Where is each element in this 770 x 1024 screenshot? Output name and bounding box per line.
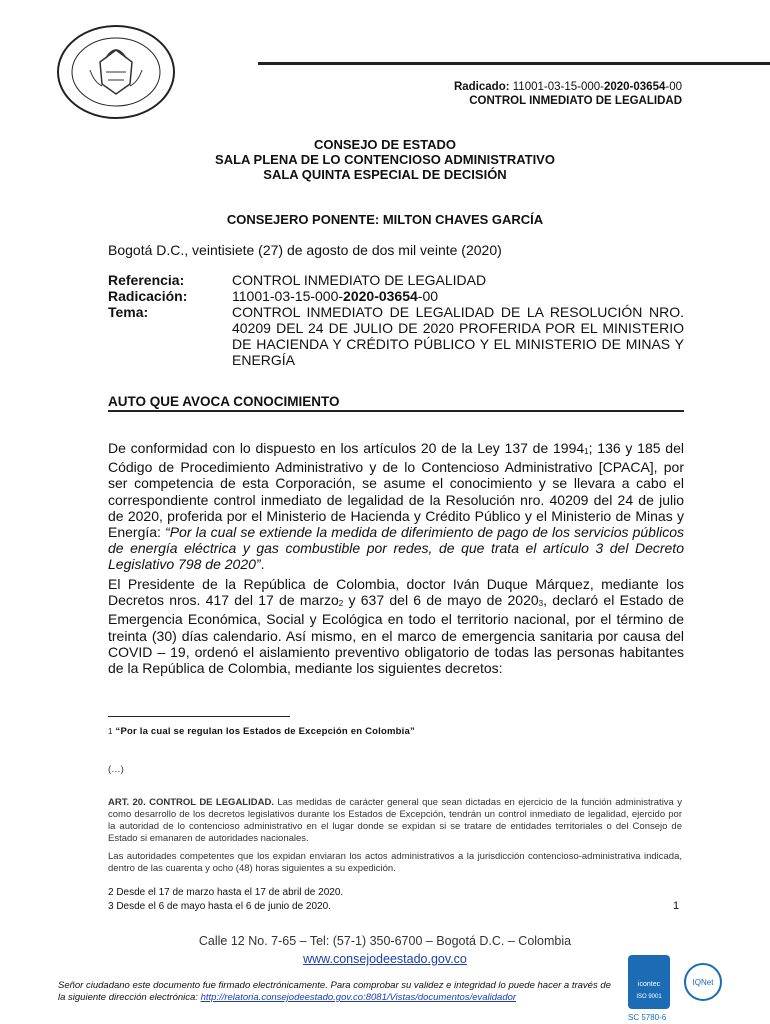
- radicado-prefix: 11001-03-15-000-: [512, 81, 604, 93]
- radicado-suffix: -00: [665, 81, 682, 93]
- resolution-quote: “Por la cual se extiende la medida de diferimiento de pago de los servicios públicos de energía eléctrica y gas combustible por redes, de que trata el artículo 3 del Decreto Legislativo 798 de 2020”: [108, 524, 684, 573]
- consejo-de-estado-seal: [50, 22, 182, 122]
- tema-label: Tema:: [108, 304, 149, 320]
- auto-title: AUTO QUE AVOCA CONOCIMIENTO: [108, 394, 684, 412]
- header-line-3: SALA QUINTA ESPECIAL DE DECISIÓN: [263, 167, 507, 182]
- header-rule: [258, 62, 770, 65]
- radicado-subtitle: CONTROL INMEDIATO DE LEGALIDAD: [469, 95, 682, 107]
- footnote-article-20-cont: Las autoridades competentes que los expidan enviaran los actos administrativos a la jurisdicción contencioso-administrativa indicada, dentro de las cuarenta y ocho (48) horas siguientes a su expedición.: [108, 851, 682, 874]
- footnote-ref-2: 2: [338, 599, 344, 609]
- footnote-separator: [108, 716, 290, 717]
- icontec-logo: icontec ISO 9001: [628, 955, 670, 1009]
- radicado-block: [454, 80, 682, 108]
- footnote-ref-1: 1: [584, 447, 589, 456]
- footnote-article-20: ART. 20. CONTROL DE LEGALIDAD. Las medidas de carácter general que sean dictadas en ejercicio de la función administrativa y como desarrollo de los decretos legislativos durante los Estados de Excepción, tendrán un control inmediato de legalidad, ejercido por la autoridad de lo contencioso administrativo en el lugar donde se expidan si se tratare de entidades territoriales o del Consejo de Estado si emanaren de autoridades nacionales.: [108, 797, 682, 844]
- footnote-2: 2 Desde el 17 de marzo hasta el 17 de abril de 2020.: [108, 887, 344, 898]
- header-line-2: SALA PLENA DE LO CONTENCIOSO ADMINISTRATIVO: [215, 152, 555, 167]
- ref-value: CONTROL INMEDIATO DE LEGALIDAD: [232, 272, 487, 288]
- footer-website-link[interactable]: www.consejodeestado.gov.co: [303, 952, 467, 966]
- paragraph-1: De conformidad con lo dispuesto en los artículos 20 de la Ley 137 de 1994$^1$; 136 y 185 del Código de Procedimiento Administrativo y de lo Contencioso Administrativo [CPACA], por ser competencia de esta Corporación, se asume el conocimiento y se llevara a cabo el correspondiente control inmediato de legalidad de la Resolución nro. 40209 del 24 de julio de 2020, proferida por el Ministerio de Hacienda y Crédito Público y el Ministerio de Minas y Energía: “Por la cual se extiende la medida de diferimiento de pago de los servicios públicos de energía eléctrica y gas combustible por redes, de que trata el artículo 3 del Decreto Legislativo 798 de 2020”.: [108, 440, 684, 573]
- electronic-signature-notice: Señor ciudadano este documento fue firmado electrónicamente. Para comprobar su validez e integridad lo puede hacer a través de la siguiente dirección electrónica: http://relatoria.consejodeestado.gov.co:8081/Vistas/documentos/evalidador: [58, 980, 611, 1003]
- svg-text:IQNet: IQNet: [692, 978, 714, 987]
- footer-address: Calle 12 No. 7-65 – Tel: (57-1) 350-6700 – Bogotá D.C. – Colombia: [198, 934, 572, 948]
- paragraph-2: El Presidente de la República de Colombia, doctor Iván Duque Márquez, mediante los Decretos nros. 417 del 17 de marzo$^2$ y 637 del 6 de mayo de 2020$^3$, declaró el Estado de Emergencia Económica, Social y Ecológica en todo el territorio nacional, por el término de treinta (30) días calendario. Así mismo, en el marco de emergencia sanitaria por causa del COVID – 19, ordenó el aislamiento preventivo obligatorio de todas las personas habitantes de la República de Colombia, mediante los siguientes decretos:: [108, 576, 685, 677]
- ref-label: Referencia:: [108, 272, 185, 288]
- radicado-label: Radicado:: [453, 81, 510, 93]
- reference-block: [108, 272, 684, 368]
- footnote-ref-3: 3: [538, 599, 544, 609]
- consejero-ponente: CONSEJERO PONENTE: MILTON CHAVES GARCÍA: [226, 212, 544, 227]
- rad-label: Radicación:: [108, 288, 188, 304]
- page-number: 1: [673, 900, 680, 912]
- rad-value: 11001-03-15-000-2020-03654-00: [232, 288, 439, 304]
- footnote-ellipsis: (…): [108, 764, 124, 775]
- footnote-3: 3 Desde el 6 de mayo hasta el 6 de junio de 2020.: [108, 901, 331, 912]
- iqnet-logo: [683, 962, 723, 1002]
- radicado-bold: 2020-03654: [603, 81, 666, 93]
- tema-value: CONTROL INMEDIATO DE LEGALIDAD DE LA RESOLUCIÓN NRO. 40209 DEL 24 DE JULIO DE 2020 PROFERIDA POR EL MINISTERIO DE HACIENDA Y CRÉDITO PÚBLICO Y EL MINISTERIO DE MINAS Y ENERGÍA: [232, 304, 684, 368]
- footnote-1: 1 “Por la cual se regulan los Estados de Excepción en Colombia”: [108, 726, 415, 737]
- header-line-1: CONSEJO DE ESTADO: [313, 137, 457, 152]
- document-date: Bogotá D.C., veintisiete (27) de agosto de dos mil veinte (2020): [108, 242, 502, 258]
- validator-link[interactable]: http://relatoria.consejodeestado.gov.co:8081/Vistas/documentos/evalidador: [200, 992, 517, 1003]
- sc-certificate-code: SC 5780-6: [628, 1013, 667, 1022]
